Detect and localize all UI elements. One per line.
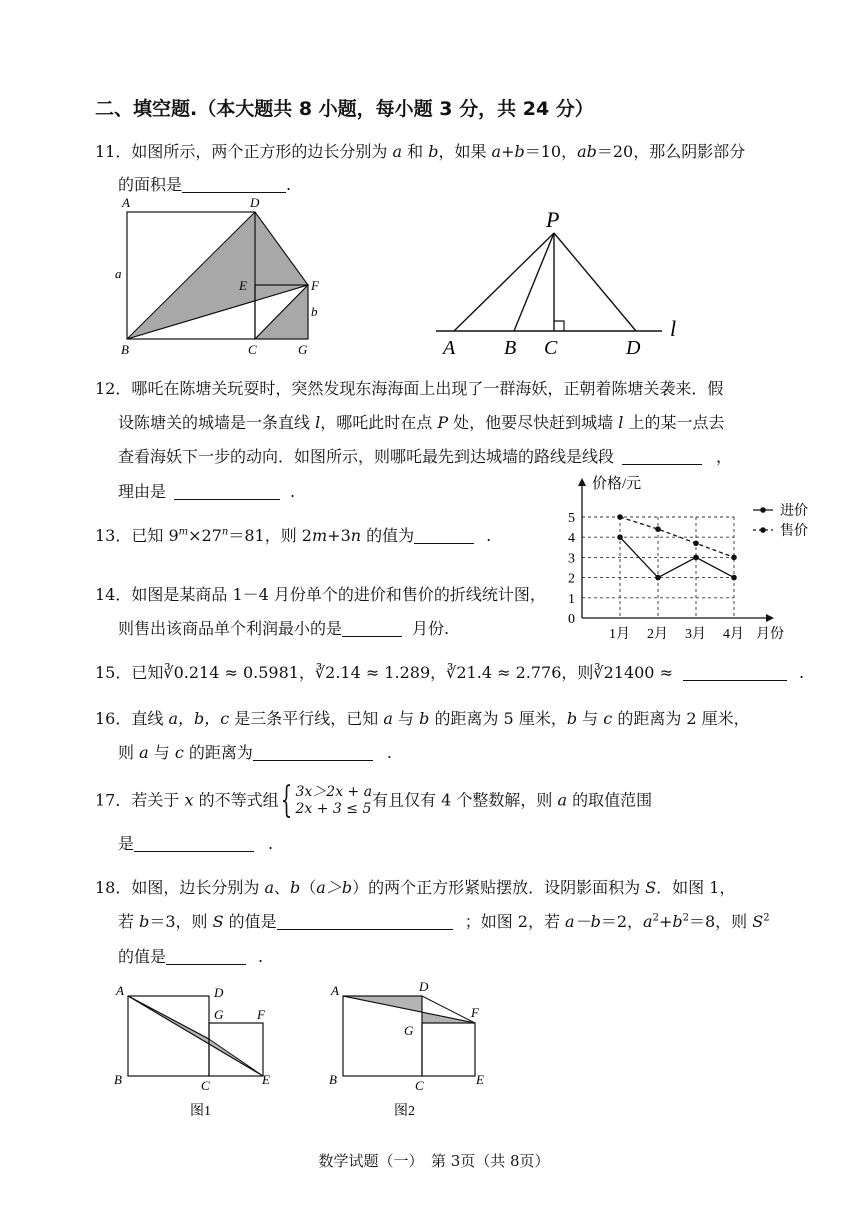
x-tick-label: 1月: [609, 627, 630, 642]
y-axis-label: 价格/元: [592, 476, 642, 492]
chart-labels: [568, 474, 808, 642]
fig11-label-a: a: [115, 266, 122, 281]
fig11-label-G: G: [298, 342, 308, 357]
fig18b-label-A: A: [331, 983, 339, 998]
q18-answer-blank-1[interactable]: [277, 913, 453, 930]
fig12-label-B: B: [504, 337, 517, 359]
x-tick-label: 2月: [647, 627, 668, 642]
chart-axes: [578, 478, 774, 622]
fig18b-label-G: G: [404, 1023, 414, 1038]
q12-line2: 设陈塘关的城墙是一条直线 l，哪吒此时在点 P 处，他要尽快赶到城墙 l 上的某一点去: [118, 413, 725, 432]
data-point: [731, 555, 737, 561]
y-tick-label: 4: [568, 531, 575, 547]
fig11-label-A: A: [122, 195, 130, 210]
q11-answer-blank[interactable]: [182, 176, 286, 193]
q18-answer-blank-2[interactable]: [166, 948, 246, 965]
chart-series: [617, 514, 737, 580]
y-tick-label: 3: [568, 551, 575, 567]
q11-line1: 11．如图所示，两个正方形的边长分别为 a 和 b，如果 a+b＝10，ab＝20，那么阴影部分: [95, 142, 746, 161]
q15-line: 15．已知∛0.214 ≈ 0.5981，∛2.14 ≈ 1.289，∛21.4 ≈ 2.776，则∛21400 ≈ .: [95, 663, 805, 682]
q16-line1: 16．直线 a，b，c 是三条平行线，已知 a 与 b 的距离为 5 厘米，b 与 c 的距离为 2 厘米，: [95, 709, 750, 728]
y-tick-label: 0: [568, 612, 575, 627]
data-point: [655, 575, 661, 581]
q12-reason-blank[interactable]: [174, 483, 280, 500]
legend-label: 进价: [780, 504, 808, 519]
legend-marker: [760, 527, 766, 533]
fig11-label-b: b: [311, 304, 318, 319]
q14-answer-blank[interactable]: [342, 620, 402, 637]
price-line-chart: [548, 472, 848, 650]
legend-marker: [760, 507, 766, 513]
fig18-diagram-2: [329, 980, 484, 1119]
q16-answer-blank[interactable]: [253, 744, 373, 761]
fig12-label-l: l: [670, 316, 677, 341]
q17-line2: 是 .: [118, 834, 274, 853]
fig18a-label-F: F: [257, 1007, 265, 1022]
fig11-label-F: F: [311, 278, 319, 293]
q13-answer-blank[interactable]: [414, 527, 474, 544]
x-tick-label: 4月: [723, 627, 744, 642]
y-tick-label: 1: [568, 591, 575, 607]
y-tick-label: 5: [568, 511, 575, 526]
legend-label: 售价: [780, 524, 808, 539]
q18-line1: 18．如图，边长分别为 a、b（a＞b）的两个正方形紧贴摆放．设阴影面积为 S．如图 1，: [95, 878, 736, 897]
fig18a-label-C: C: [201, 1078, 210, 1093]
fig18b-label-F: F: [471, 1005, 479, 1020]
fig18b-label-D: D: [419, 980, 429, 994]
fig11-label-E: E: [239, 278, 247, 293]
fig12-label-P: P: [546, 207, 560, 232]
fig18a-label-A: A: [116, 983, 124, 998]
q17-line1: 17．若关于 x 的不等式组{ 3x＞2x + a 2x + 3 ≤ 5有且仅有 4 个整数解，则 a 的取值范围: [95, 780, 653, 821]
fig12-label-D: D: [626, 337, 641, 359]
fig11-label-D: D: [250, 195, 260, 210]
fig18a-label-G: G: [214, 1007, 224, 1022]
fig18a-label-D: D: [214, 985, 224, 1000]
data-point: [693, 555, 699, 561]
fig18-diagram-1: [114, 983, 270, 1119]
q12-line1: 12．哪吒在陈塘关玩耍时，突然发现东海海面上出现了一群海妖，正朝着陈塘关袭来．假: [95, 379, 724, 398]
x-tick-label: 3月: [685, 627, 706, 642]
chart-grid: [582, 517, 734, 618]
q12-line3: 查看海妖下一步的动向．如图所示，则哪吒最先到达城墙的路线是线段 ，: [118, 447, 733, 466]
fig18b-label-B: B: [329, 1072, 337, 1087]
q15-answer-blank[interactable]: [683, 664, 787, 681]
q18-line3: 的值是 .: [118, 947, 264, 966]
fig18a-label-E: E: [262, 1072, 270, 1087]
q14-line2: 则售出该商品单个利润最小的是 月份.: [118, 619, 450, 638]
y-tick-label: 2: [568, 571, 575, 587]
q14-line1: 14．如图是某商品 1－4 月份单个的进价和售价的折线统计图，: [95, 585, 546, 604]
x-axis-arrow: [766, 614, 774, 622]
data-point: [731, 575, 737, 581]
fig18b-label-C: C: [415, 1078, 424, 1093]
q11-line2: 的面积是 .: [118, 175, 292, 194]
q18-line2: 若 b＝3，则 S 的值是 ；如图 2，若 a－b＝2，$a^2+b^2=8$，则 $S^2$: [118, 912, 770, 931]
x-axis-label: 月份: [756, 627, 784, 642]
q13-line: 13．已知 $9^m\times 27^n=81$，则 2m+3n 的值为 .: [95, 526, 492, 545]
q17-inequality-system: 3x＞2x + a 2x + 3 ≤ 5: [295, 784, 373, 817]
section-title: 二、填空题.（本大题共 8 小题，每小题 3 分，共 24 分）: [95, 98, 594, 120]
fig18a-label-B: B: [114, 1072, 122, 1087]
data-point: [617, 514, 623, 520]
q12-segment-blank[interactable]: [622, 448, 702, 465]
fig11-label-B: B: [121, 342, 129, 357]
fig18b-label-E: E: [476, 1072, 484, 1087]
page-footer: 数学试题（一） 第 3页（共 8页）: [318, 1152, 550, 1170]
fig18-caption-1: 图1: [190, 1104, 211, 1119]
fig11-label-C: C: [248, 342, 257, 357]
data-point: [617, 534, 623, 540]
y-axis-arrow: [578, 478, 586, 486]
q17-answer-blank[interactable]: [134, 835, 254, 852]
figure-11: [110, 194, 330, 360]
figure-18: [110, 980, 510, 1125]
q16-line2: 则 a 与 c 的距离为 .: [118, 743, 392, 762]
q12-line4: 理由是 .: [118, 482, 296, 501]
fig18-caption-2: 图2: [394, 1104, 415, 1119]
fig12-label-C: C: [544, 337, 558, 359]
figure-12: [430, 200, 690, 365]
fig12-label-A: A: [443, 337, 456, 359]
data-point: [693, 540, 699, 546]
data-point: [655, 526, 661, 532]
